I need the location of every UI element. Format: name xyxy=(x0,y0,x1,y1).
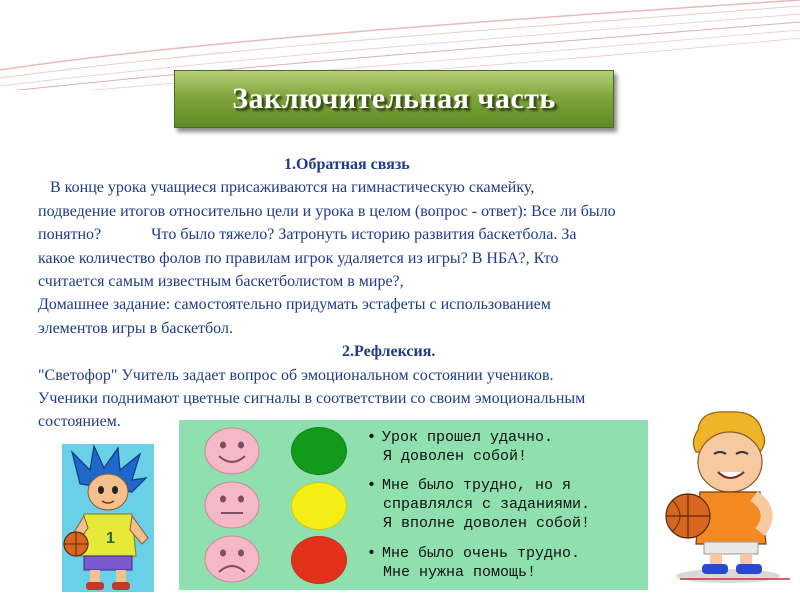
neutral-face-icon xyxy=(203,480,261,530)
green-signal xyxy=(291,427,347,475)
svetofor-row-good xyxy=(179,426,648,476)
page-title: Заключительная часть xyxy=(232,82,556,115)
svetofor-text-ok: • Мне было трудно, но я справлялся с заданиями. Я вполне доволен собой! xyxy=(367,477,591,532)
sad-face-icon xyxy=(203,534,261,584)
accent-line xyxy=(680,576,790,582)
body-line-3 xyxy=(38,223,778,246)
title-banner xyxy=(174,70,614,128)
svetofor-text-bad: • Мне было очень трудно. Мне нужна помощь! xyxy=(367,545,581,581)
body-line-2: подведение итогов относительно цели и урока в целом (вопрос - ответ): Все ли было xyxy=(38,202,616,220)
section2-heading: 2.Рефлексия. xyxy=(342,343,436,361)
svetofor-row-ok xyxy=(179,477,648,532)
body-text xyxy=(38,153,778,434)
svetofor-row-bad xyxy=(179,534,648,584)
body-line-7: элементов игры в баскетбол. xyxy=(38,319,233,337)
body-line-3b: Что было тяжело? Затронуть историю развития баскетбола. За xyxy=(151,226,577,244)
svetofor-text-good: • Урок прошел удачно. Я доволен собой! xyxy=(367,429,554,465)
body-line-4: какое количество фолов по правилам игрок удаляется из игры? В НБА?, Кто xyxy=(38,249,559,267)
basketball-player-right-icon xyxy=(664,408,784,586)
body-line-6: Домашнее задание: самостоятельно придумать эстафеты с использованием xyxy=(38,296,551,314)
body-line-3a: понятно? xyxy=(38,226,102,244)
yellow-signal xyxy=(291,482,347,530)
body-line-1: В конце урока учащиеся присаживаются на гимнастическую скамейку, xyxy=(50,179,535,197)
body-line-8: "Светофор" Учитель задает вопрос об эмоциональном состоянии учеников. xyxy=(38,366,554,384)
smile-face-icon xyxy=(203,426,261,476)
red-signal xyxy=(291,536,347,584)
section1-heading: 1.Обратная связь xyxy=(284,156,410,173)
basketball-player-left-icon xyxy=(62,444,154,592)
svetofor-panel xyxy=(179,420,648,590)
svg-text:1: 1 xyxy=(106,530,115,547)
body-line-10: состоянием. xyxy=(38,413,121,431)
body-line-5: считается самым известным баскетболистом в мире?, xyxy=(38,273,404,291)
body-line-9: Ученики поднимают цветные сигналы в соответствии со своим эмоциональным xyxy=(38,390,586,408)
